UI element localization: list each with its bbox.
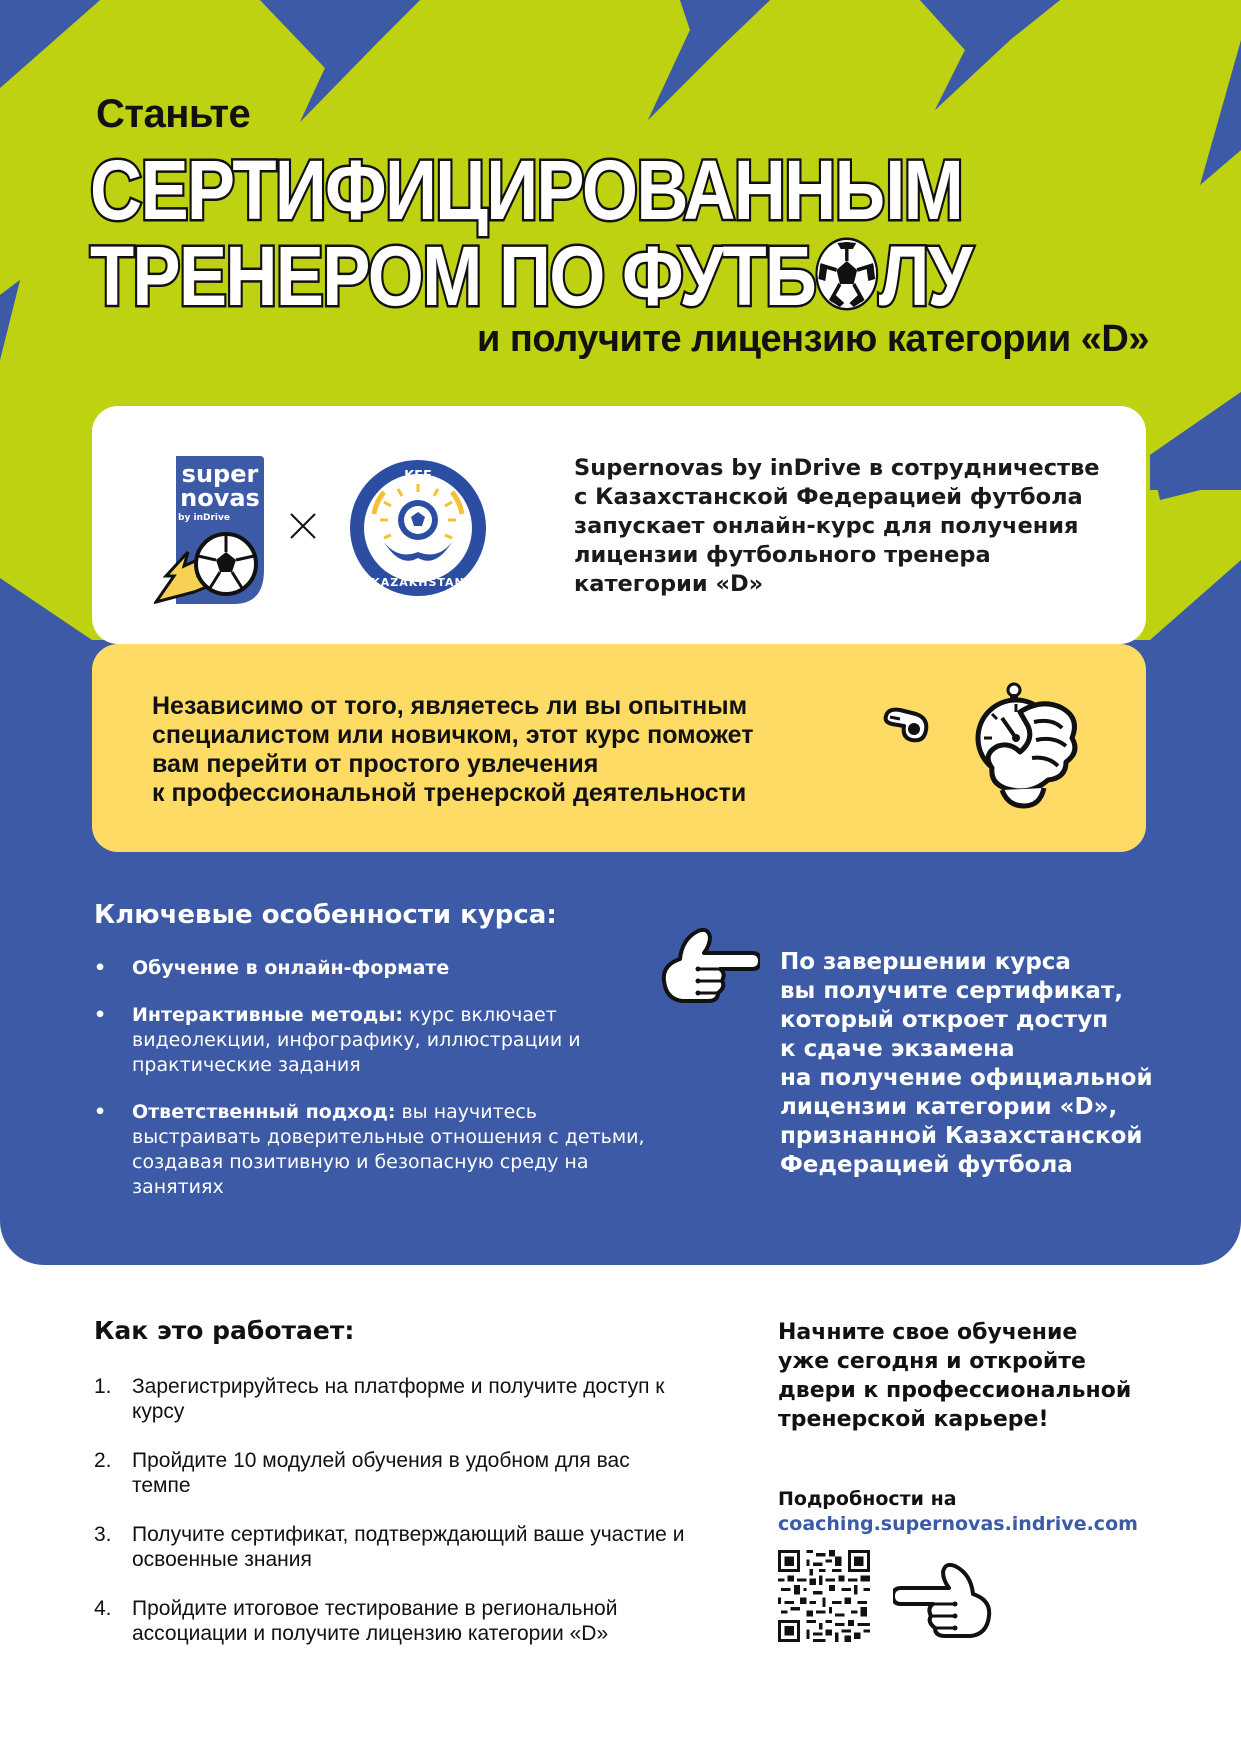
certificate-line: вы получите сертификат, <box>780 978 1124 1004</box>
qr-code[interactable] <box>778 1550 870 1642</box>
football-icon <box>815 237 879 311</box>
step-number: 2. <box>94 1449 112 1472</box>
certificate-line: к сдаче экзамена <box>780 1036 1015 1062</box>
stopwatch-icon <box>962 682 1082 812</box>
intro-text-line: к профессиональной тренерской деятельности <box>152 779 747 807</box>
step-text: Пройдите итоговое тестирование в региональной ассоциации и получите лицензию категории «D» <box>132 1597 618 1645</box>
feature-item <box>94 956 654 981</box>
partner-description <box>574 454 1114 599</box>
certificate-line: на получение официальной <box>780 1065 1153 1091</box>
cta-line: двери к профессиональной <box>778 1378 1132 1403</box>
kff-logo-bottom-text: KAZAKHSTAN <box>371 576 465 589</box>
certificate-line: признанной Казахстанской <box>780 1123 1143 1149</box>
how-it-works-steps <box>94 1374 694 1670</box>
intro-text <box>152 692 872 808</box>
pointing-hand-icon <box>660 925 760 1003</box>
kff-logo-top-text: KFF <box>404 469 432 484</box>
pointing-hand-icon <box>893 1560 993 1638</box>
partner-text-line: категории «D» <box>574 571 764 597</box>
hero-subhead: и получите лицензию категории «D» <box>477 318 1149 360</box>
step-number: 3. <box>94 1523 112 1546</box>
feature-lead: Обучение в онлайн-формате <box>132 957 450 979</box>
intro-card <box>92 644 1146 852</box>
website-link[interactable]: coaching.supernovas.indrive.com <box>778 1513 1138 1535</box>
bullet: • <box>94 1004 107 1026</box>
whistle-icon <box>882 702 934 746</box>
certificate-line: который откроет доступ <box>780 1007 1109 1033</box>
hero-headline-line2 <box>90 229 971 323</box>
partner-text-line: запускает онлайн-курс для получения <box>574 513 1079 539</box>
hero-headline-line1: СЕРТИФИЦИРОВАННЫМ <box>90 143 963 237</box>
step-number: 1. <box>94 1375 112 1398</box>
step-number: 4. <box>94 1597 112 1620</box>
feature-lead: Интерактивные методы: <box>132 1004 404 1026</box>
headline-part-1: ТРЕНЕРОМ ПО ФУТБ <box>90 229 816 323</box>
certificate-line: По завершении курса <box>780 949 1071 975</box>
supernovas-logo <box>154 452 276 612</box>
partner-text-line: с Казахстанской Федерацией футбола <box>574 484 1083 510</box>
partner-text-line: Supernovas by inDrive в сотрудничестве <box>574 455 1100 481</box>
step-item <box>94 1448 694 1498</box>
features-title: Ключевые особенности курса: <box>94 900 557 930</box>
cta-line: уже сегодня и откройте <box>778 1349 1086 1374</box>
feature-item <box>94 1100 654 1200</box>
logo-text-novas: novas <box>180 484 260 512</box>
step-text: Зарегистрируйтесь на платформе и получите доступ к курсу <box>132 1375 665 1423</box>
intro-text-line: вам перейти от простого увлечения <box>152 750 599 778</box>
features-list <box>94 956 654 1222</box>
logo-text-super: super <box>181 460 259 488</box>
feature-rest: вы научитесь выстраивать доверительные отношения с детьми, создавая позитивную и безопасную среду на занятиях <box>132 1101 645 1198</box>
hero-kicker: Станьте <box>96 92 251 136</box>
step-item <box>94 1522 694 1572</box>
how-it-works-title: Как это работает: <box>94 1316 355 1345</box>
feature-item <box>94 1003 654 1078</box>
partner-card <box>92 406 1146 644</box>
feature-rest: курс включает видеолекции, инфографику, иллюстрации и практические задания <box>132 1004 581 1076</box>
certificate-text <box>780 948 1170 1180</box>
intro-text-line: специалистом или новичком, этот курс поможет <box>152 721 754 749</box>
kff-logo <box>348 458 488 598</box>
cta-text <box>778 1318 1158 1434</box>
certificate-line: Федерацией футбола <box>780 1152 1073 1178</box>
logo-text-byindrive: by inDrive <box>178 513 230 523</box>
step-text: Получите сертификат, подтверждающий ваше участие и освоенные знания <box>132 1523 685 1571</box>
partner-text-line: лицензии футбольного тренера <box>574 542 991 568</box>
cta-line: тренерской карьере! <box>778 1407 1049 1432</box>
feature-lead: Ответственный подход: <box>132 1101 396 1123</box>
times-icon <box>288 511 318 541</box>
cta-line: Начните свое обучение <box>778 1320 1078 1345</box>
bullet: • <box>94 957 107 979</box>
step-text: Пройдите 10 модулей обучения в удобном для вас темпе <box>132 1449 630 1497</box>
intro-text-line: Независимо от того, являетесь ли вы опытным <box>152 692 748 720</box>
certificate-line: лицензии категории «D», <box>780 1094 1118 1120</box>
step-item <box>94 1596 694 1646</box>
headline-part-2: ЛУ <box>878 229 971 323</box>
step-item <box>94 1374 694 1424</box>
details-label: Подробности на <box>778 1488 957 1510</box>
bullet: • <box>94 1101 107 1123</box>
